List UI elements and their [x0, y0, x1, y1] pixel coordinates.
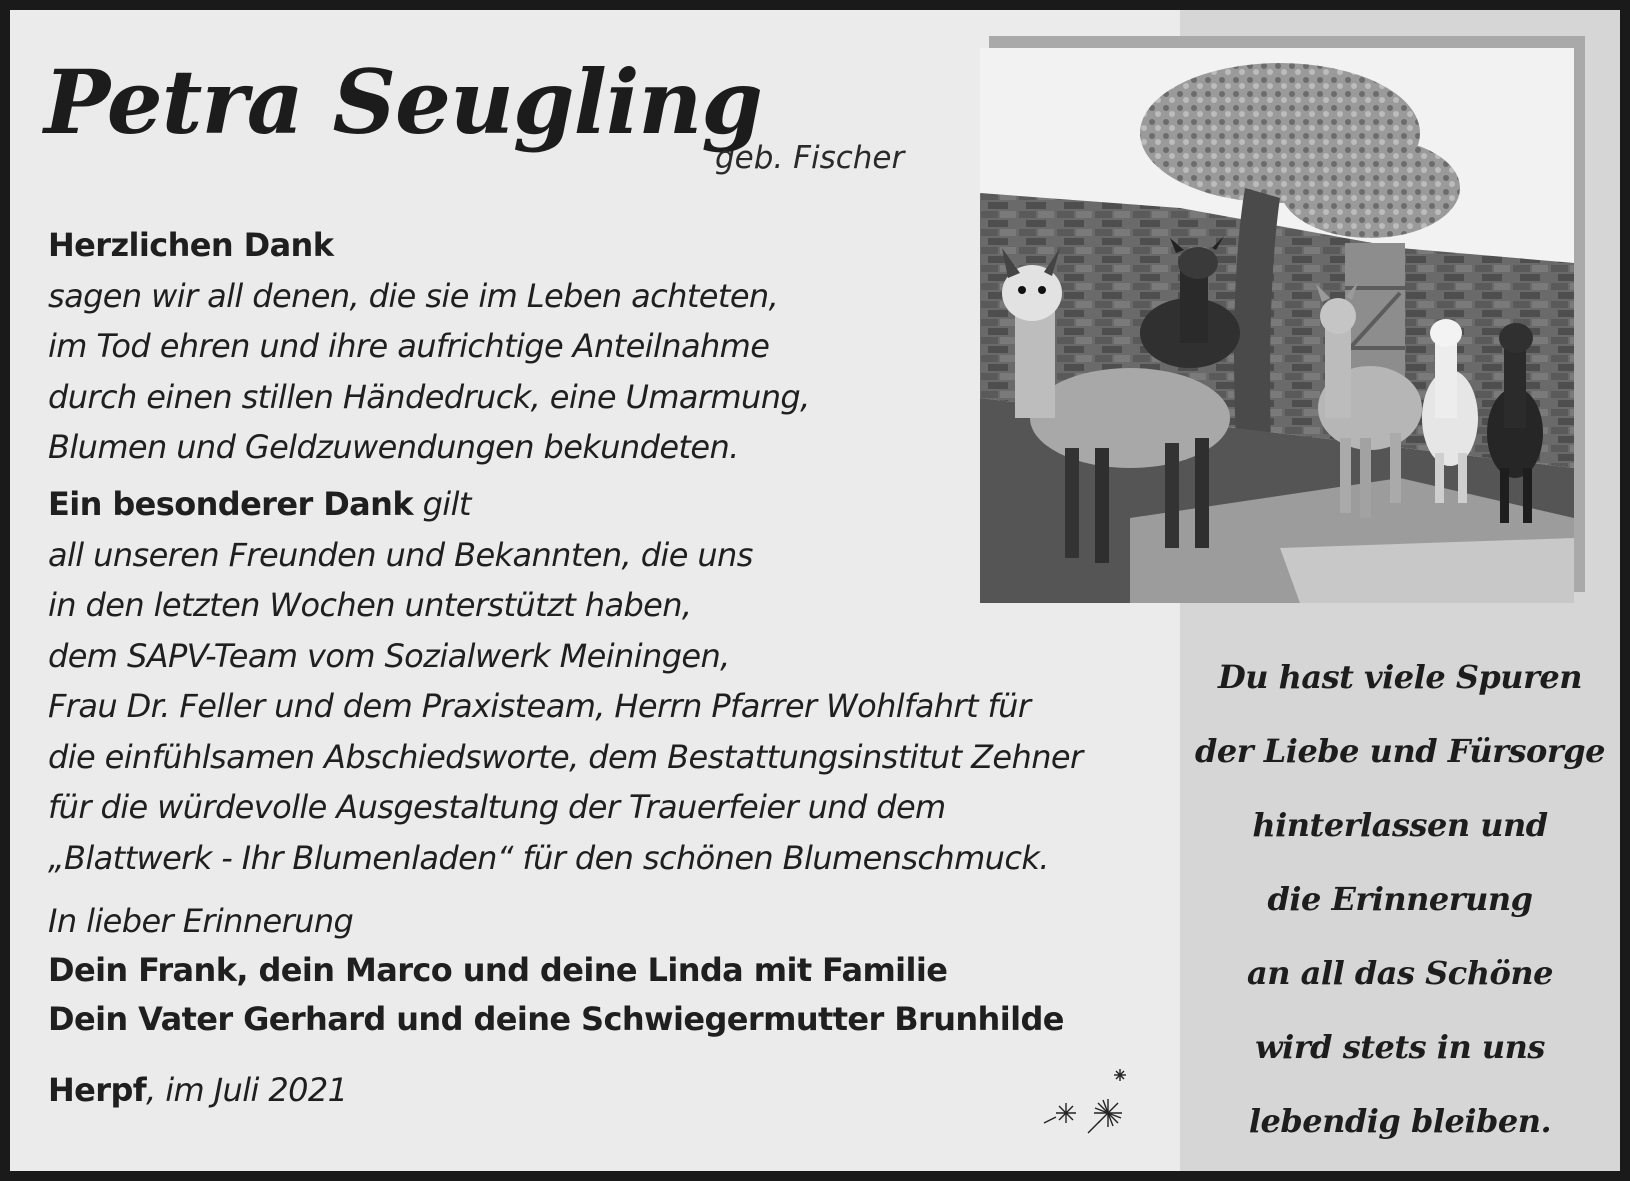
verse-line: hinterlassen und: [1252, 806, 1548, 844]
date: , im Juli 2021: [146, 1071, 348, 1109]
special-thanks-line: in den letzten Wochen unterstützt haben,: [48, 586, 692, 624]
thanks-heading: Herzlichen Dank: [48, 226, 334, 264]
verse-line: die Erinnerung: [1267, 880, 1533, 918]
verse-line: wird stets in uns: [1255, 1028, 1545, 1066]
verse-line: Du hast viele Spuren: [1217, 658, 1583, 696]
place-date-line: [48, 1065, 1168, 1116]
thanks-line: durch einen stillen Händedruck, eine Umarmung,: [48, 377, 810, 416]
dandelion-icon: [1040, 1063, 1140, 1138]
special-thanks-line: „Blattwerk - Ihr Blumenladen“ für den schönen Blumenschmuck.: [48, 838, 1049, 877]
deceased-name: Petra Seugling: [44, 50, 762, 154]
signature-intro: In lieber Erinnerung: [48, 902, 354, 940]
obituary-card: [10, 10, 1620, 1171]
verse-line: der Liebe und Fürsorge: [1195, 732, 1605, 770]
place: Herpf: [48, 1071, 147, 1109]
special-thanks-line: dem SAPV-Team vom Sozialwerk Meiningen,: [48, 636, 730, 675]
place-date: [48, 1065, 1168, 1116]
thanks-line: Blumen und Geldzuwendungen bekundeten.: [48, 428, 739, 466]
memorial-verse: [1180, 640, 1620, 1158]
thanks-line: sagen wir all denen, die sie im Leben achteten,: [48, 276, 779, 315]
signature-family-1: Dein Frank, dein Marco und deine Linda mit Familie: [48, 951, 948, 989]
special-thanks-heading: Ein besonderer Dank: [48, 485, 414, 523]
special-thanks-line: Frau Dr. Feller und dem Praxisteam, Herrn Pfarrer Wohlfahrt für: [48, 687, 1031, 725]
special-thanks-line: für die würdevolle Ausgestaltung der Trauerfeier und dem: [48, 788, 946, 826]
special-thanks-line: all unseren Freunden und Bekannten, die uns: [48, 535, 753, 574]
signature-family-2: Dein Vater Gerhard und deine Schwiegermutter Brunhilde: [48, 1000, 1064, 1038]
maiden-name: geb. Fischer: [715, 140, 905, 176]
special-thanks-line: die einfühlsamen Abschiedsworte, dem Bestattungsinstitut Zehner: [48, 737, 1083, 776]
verse-line: lebendig bleiben.: [1248, 1102, 1552, 1140]
signature-section: [48, 897, 1168, 1044]
thanks-line: im Tod ehren und ihre aufrichtige Anteilnahme: [48, 327, 770, 365]
verse-line: an all das Schöne: [1247, 954, 1553, 992]
special-thanks-suffix: gilt: [413, 485, 471, 523]
alpacas-photo: [980, 48, 1574, 603]
